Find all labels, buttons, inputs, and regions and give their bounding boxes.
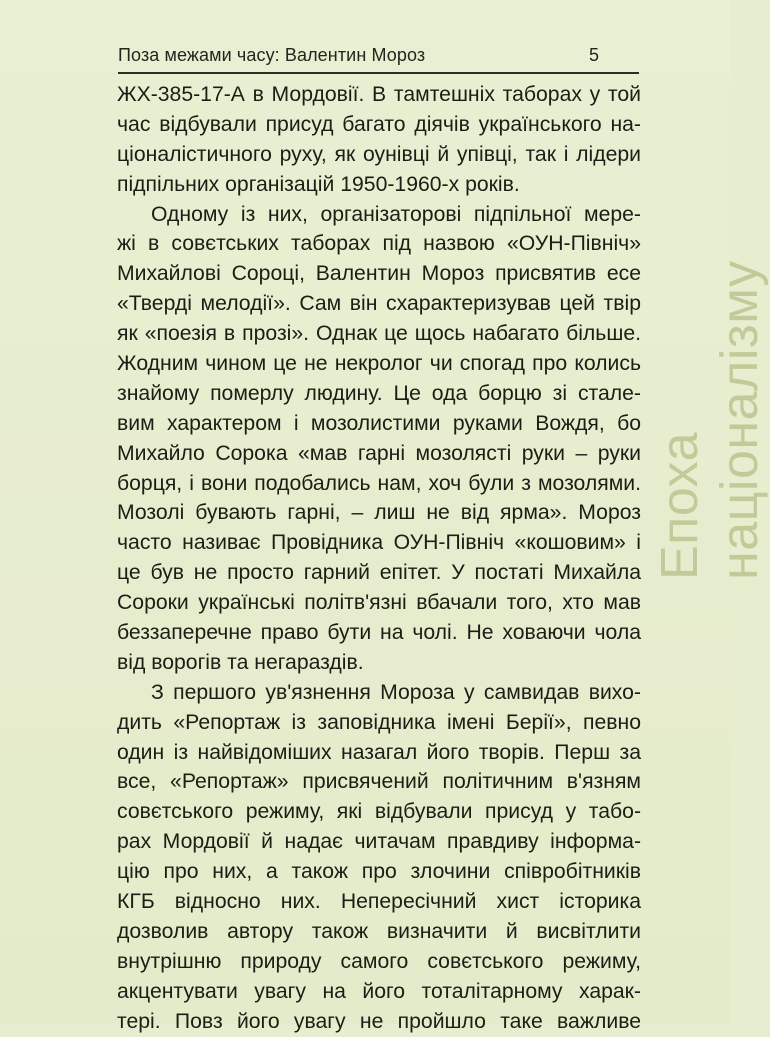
running-title: Поза межами часу: Валентин Мороз xyxy=(118,45,426,65)
text-line: дить «Репортаж із заповідника імені Берії», певно xyxy=(117,710,641,734)
body-text xyxy=(117,80,641,1037)
text-line: ЖХ-385-17-А в Мордовії. В тамтешніх таборах у той xyxy=(117,83,641,106)
running-head xyxy=(118,43,640,73)
text-line: Сороки українські політв'язні вбачали того, хто мав xyxy=(117,591,641,615)
text-line: це був не просто гарний епітет. У постаті Михайла xyxy=(117,561,641,585)
side-title-text: Епоха націоналізму xyxy=(651,260,769,580)
text-line: дозволив автору також визначити й висвітлити xyxy=(117,919,641,943)
text-line: «Тверді мелодії». Сам він схарактеризував цей твір xyxy=(117,292,641,316)
text-line: тері. Повз його увагу не пройшло таке важливе xyxy=(117,1009,641,1033)
text-line: один із найвідоміших назагал його творів. Перш за xyxy=(117,740,641,764)
text-line: Михайлові Сороці, Валентин Мороз присвятив есе xyxy=(117,262,641,286)
text-line: внутрішню природу самого совєтського режиму, xyxy=(117,949,641,973)
text-line: борця, і вони подобались нам, хоч були з мозолями. xyxy=(117,471,641,495)
text-line: часто називає Провідника ОУН-Північ «кошовим» і xyxy=(117,531,641,555)
text-line: цію про них, а також про злочини співробітників xyxy=(117,860,641,884)
text-line: КГБ відносно них. Непересічний хист історика xyxy=(117,890,641,914)
text-line: час відбували присуд багато діячів українського на- xyxy=(117,112,641,136)
text-line: ціоналістичного руху, як оунівці й упівці, так і лідери xyxy=(117,142,641,166)
text-line: від ворогів та негараздів. xyxy=(117,650,364,674)
text-line: З першого ув'язнення Мороза у самвидав вихо- xyxy=(151,680,641,704)
text-line: Мозолі бувають гарні, – лиш не від ярма». Мороз xyxy=(117,501,641,525)
header-rule xyxy=(118,72,639,74)
text-line: жі в совєтських таборах під назвою «ОУН-Північ» xyxy=(117,232,641,256)
text-line: підпільних організацій 1950-1960-х років. xyxy=(117,172,520,196)
text-line: як «поезія в прозі». Однак це щось набагато більше. xyxy=(117,322,641,346)
text-line: беззаперечне право бути на чолі. Не ховаючи чола xyxy=(117,621,641,645)
text-line: знайому померлу людину. Це ода борцю зі стале- xyxy=(117,381,641,405)
text-line: совєтського режиму, які відбували присуд у табо- xyxy=(117,800,641,824)
text-line: акцентувати увагу на його тоталітарному харак- xyxy=(117,979,641,1003)
text-line: вим характером і мозолистими руками Вождя, бо xyxy=(117,411,641,435)
text-line: Михайло Сорока «мав гарні мозолясті руки – руки xyxy=(117,441,641,465)
text-line: все, «Репортаж» присвячений політичним в'язням xyxy=(117,770,641,794)
page-number: 5 xyxy=(588,45,599,65)
text-line: Жодним чином це не некролог чи спогад про колись xyxy=(117,352,641,376)
side-section-title xyxy=(650,110,769,580)
text-line: Одному із них, організаторові підпільної мере- xyxy=(151,202,641,226)
text-line: рах Мордовії й надає читачам правдиву інформа- xyxy=(117,830,641,854)
